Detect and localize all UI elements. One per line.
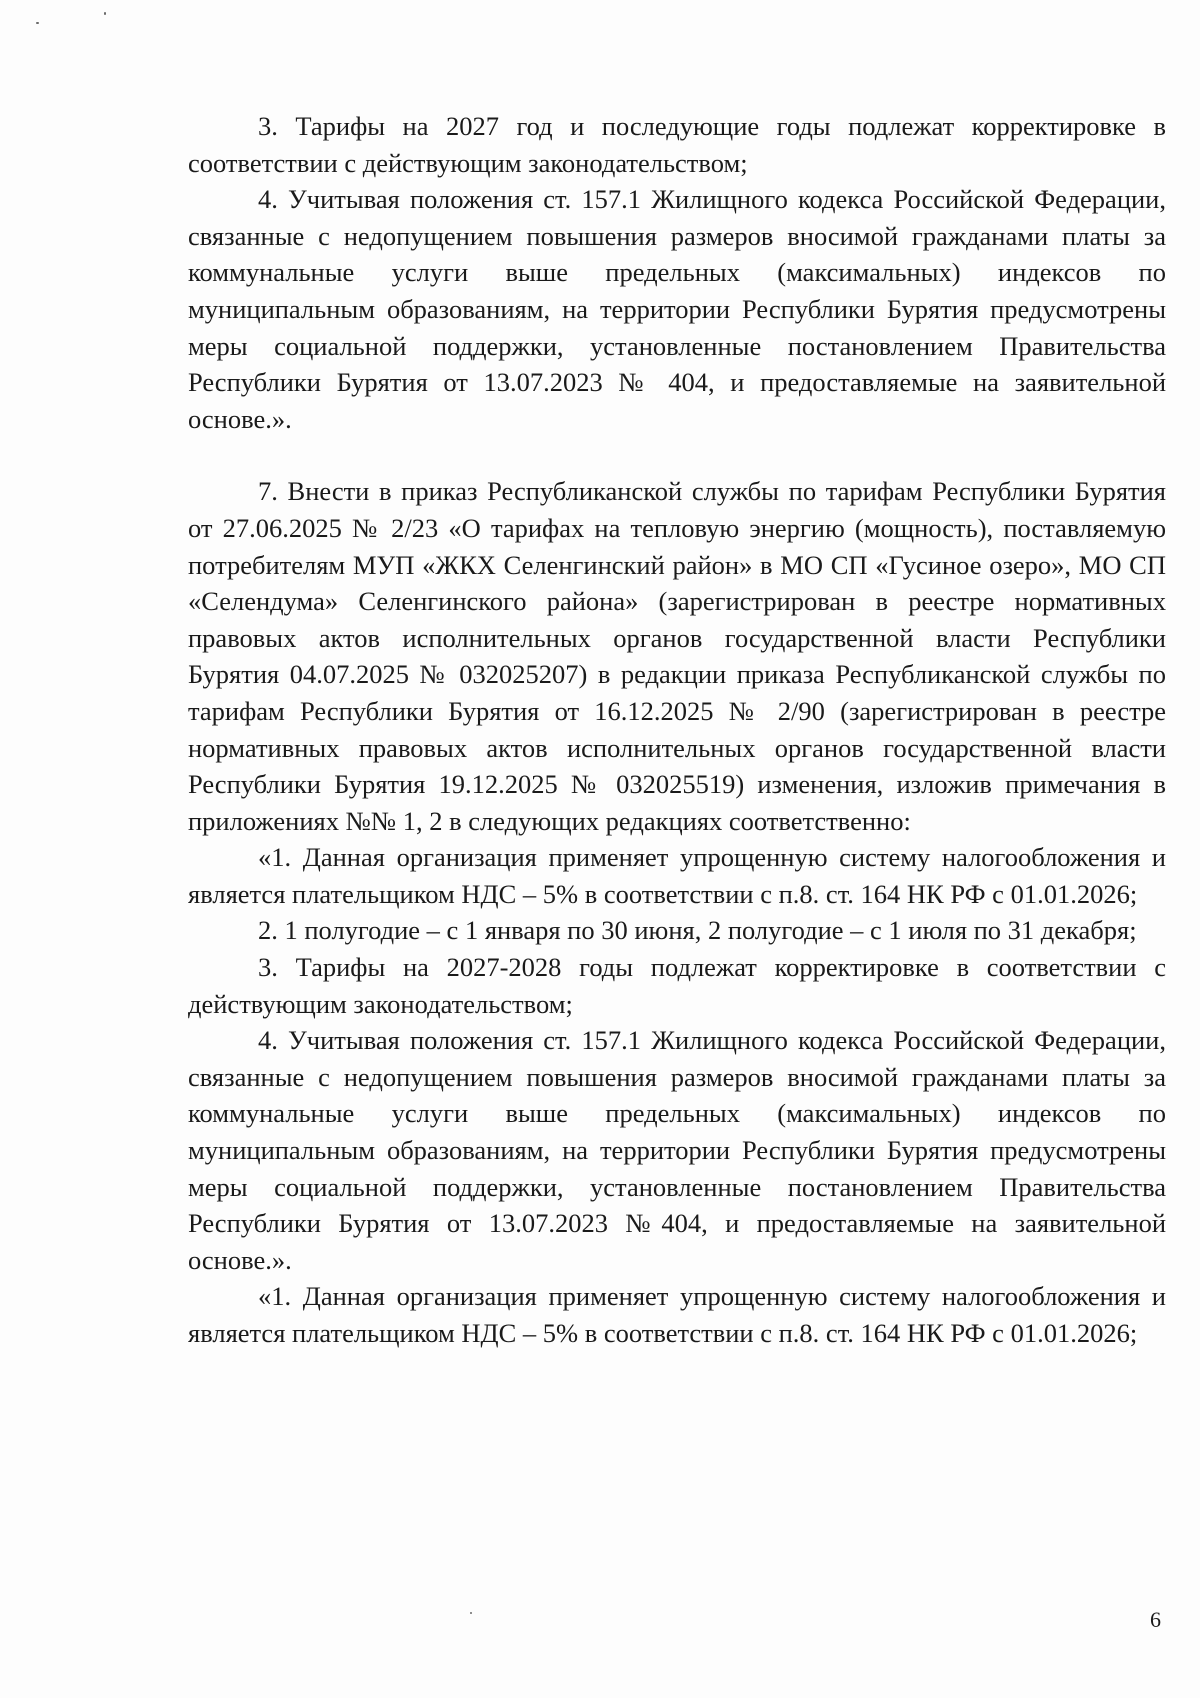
document-body xyxy=(188,108,1166,1352)
scan-speck xyxy=(470,1612,472,1614)
scan-speck xyxy=(36,22,39,24)
paragraph-gap xyxy=(188,437,1166,473)
paragraph-note-4: 4. Учитывая положения ст. 157.1 Жилищного кодекса Российской Федерации, связанные с недопущением повышения размеров вносимой гражданами платы за коммунальные услуги выше предельных (максимальных) индексов по муниципальным образованиям, на территории Республики Бурятия предусмотрены меры социальной поддержки, установленные постановлением Правительства Республики Бурятия от 13.07.2023 №404, и предоставляемые на заявительной основе.». xyxy=(188,1025,1166,1275)
scan-speck xyxy=(104,12,106,15)
paragraph-note-1: «1. Данная организация применяет упрощенную систему налогообложения и является плательщиком НДС – 5% в соответствии с п.8. ст. 164 НК РФ с 01.01.2026; xyxy=(188,842,1166,909)
paragraph-note-1-repeat: «1. Данная организация применяет упрощенную систему налогообложения и является плательщиком НДС – 5% в соответствии с п.8. ст. 164 НК РФ с 01.01.2026; xyxy=(188,1281,1166,1348)
paragraph-note-3: 3. Тарифы на 2027-2028 годы подлежат корректировке в соответствии с действующим законодательством; xyxy=(188,952,1166,1019)
paragraph-item-7: 7. Внести в приказ Республиканской службы по тарифам Республики Бурятия от 27.06.2025 № 2/23 «О тарифах на тепловую энергию (мощность), поставляемую потребителям МУП «ЖКХ Селенгинский район» в МО СП «Гусиное озеро», МО СП «Селендума» Селенгинского района» (зарегистрирован в реестре нормативных правовых актов исполнительных органов государственной власти Республики Бурятия 04.07.2025 № 032025207) в редакции приказа Республиканской службы по тарифам Республики Бурятия от 16.12.2025 № 2/90 (зарегистрирован в реестре нормативных правовых актов исполнительных органов государственной власти Республики Бурятия 19.12.2025 № 032025519) изменения, изложив примечания в приложениях №№ 1, 2 в следующих редакциях соответственно: xyxy=(188,476,1166,836)
paragraph-note-2: 2. 1 полугодие – с 1 января по 30 июня, 2 полугодие – с 1 июля по 31 декабря; xyxy=(258,915,1137,946)
paragraph-tariffs-2027: 3. Тарифы на 2027 год и последующие годы подлежат корректировке в соответствии с действующим законодательством; xyxy=(188,111,1166,178)
page-number: 6 xyxy=(1150,1607,1161,1632)
paragraph-social-support: 4. Учитывая положения ст. 157.1 Жилищного кодекса Российской Федерации, связанные с недопущением повышения размеров вносимой гражданами платы за коммунальные услуги выше предельных (максимальных) индексов по муниципальным образованиям, на территории Республики Бурятия предусмотрены меры социальной поддержки, установленные постановлением Правительства Республики Бурятия от 13.07.2023 № 404, и предоставляемые на заявительной основе.». xyxy=(188,184,1166,434)
